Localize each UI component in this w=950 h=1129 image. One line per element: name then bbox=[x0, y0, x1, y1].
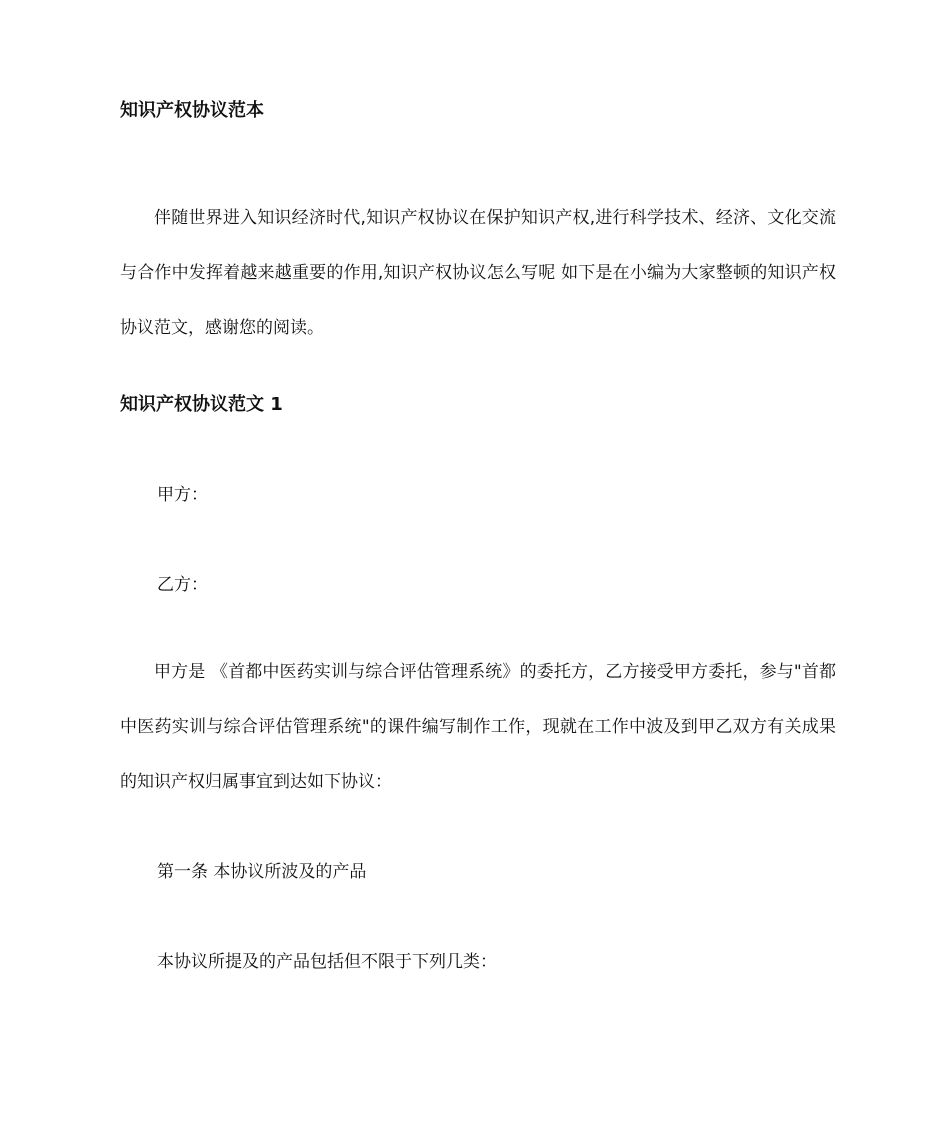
article-1-title: 第一条 本协议所波及的产品 bbox=[157, 862, 367, 882]
intro-paragraph: 伴随世界进入知识经济时代,知识产权协议在保护知识产权,进行科学技术、经济、文化交流与合作中发挥着越来越重要的作用,知识产权协议怎么写呢 如下是在小编为大家整顿的知识产权协议范文，感谢您的阅读。 bbox=[120, 208, 836, 338]
party-a-line: 甲方： bbox=[157, 485, 208, 505]
agreement-paragraph: 甲方是 《首都中医药实训与综合评估管理系统》的委托方，乙方接受甲方委托，参与"首都中医药实训与综合评估管理系统"的课件编写制作工作，现就在工作中波及到甲乙双方有关成果的知识产权归属事宜到达如下协议： bbox=[120, 662, 836, 792]
article-1-body: 本协议所提及的产品包括但不限于下列几类： bbox=[157, 952, 497, 972]
section-title: 知识产权协议范文 1 bbox=[120, 394, 283, 415]
party-b-line: 乙方： bbox=[157, 575, 208, 595]
document-title: 知识产权协议范本 bbox=[120, 100, 264, 121]
